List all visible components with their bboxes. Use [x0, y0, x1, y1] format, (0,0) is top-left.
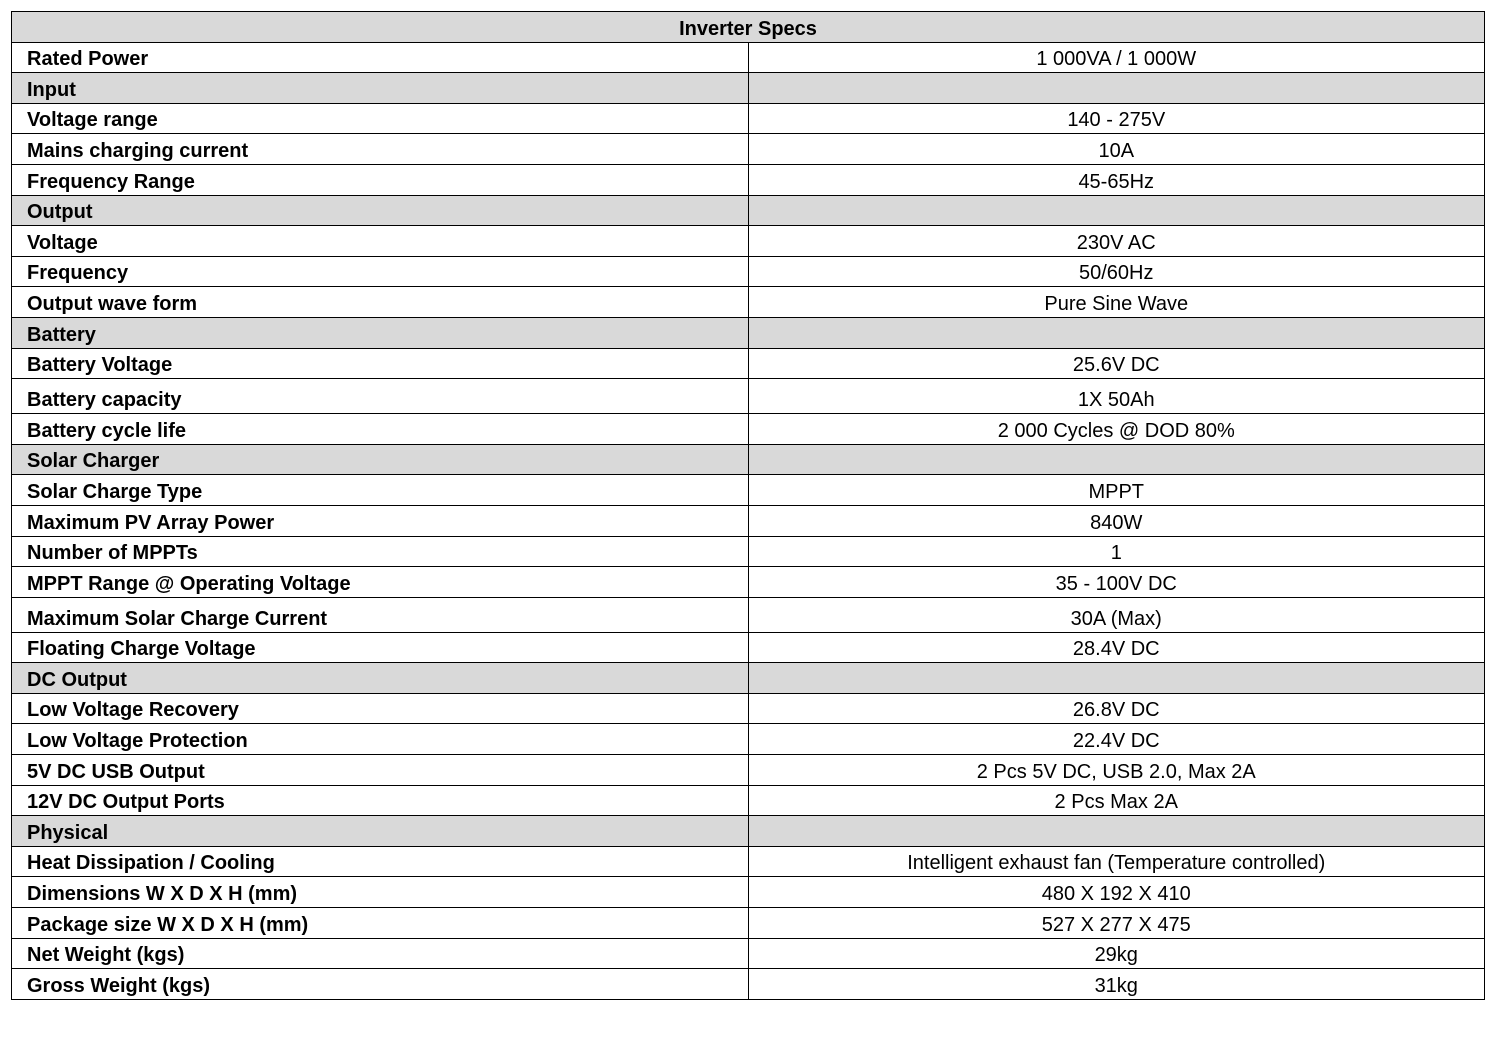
spec-row [12, 755, 1485, 786]
spec-row [12, 256, 1485, 287]
table-title: Inverter Specs [12, 12, 1485, 43]
spec-row [12, 969, 1485, 1000]
spec-value [748, 73, 1485, 104]
spec-value: 26.8V DC [748, 693, 1485, 724]
spec-value [748, 195, 1485, 226]
section-header-row [12, 73, 1485, 104]
spec-row [12, 134, 1485, 165]
spec-row [12, 287, 1485, 318]
spec-row [12, 505, 1485, 536]
table-title-row [12, 12, 1485, 43]
section-header-row [12, 317, 1485, 348]
spec-row [12, 414, 1485, 445]
spec-value [748, 663, 1485, 694]
spec-value: Intelligent exhaust fan (Temperature controlled) [748, 846, 1485, 877]
spec-value: 2 000 Cycles @ DOD 80% [748, 414, 1485, 445]
spec-row [12, 567, 1485, 598]
spec-value: 29kg [748, 938, 1485, 969]
spec-value: 30A (Max) [748, 597, 1485, 632]
section-label: Battery [12, 317, 749, 348]
spec-value: 25.6V DC [748, 348, 1485, 379]
spec-row [12, 597, 1485, 632]
spec-value: Pure Sine Wave [748, 287, 1485, 318]
spec-value: 2 Pcs 5V DC, USB 2.0, Max 2A [748, 755, 1485, 786]
spec-value: 45-65Hz [748, 164, 1485, 195]
spec-row [12, 785, 1485, 816]
section-label: Output [12, 195, 749, 226]
spec-row [12, 908, 1485, 939]
spec-label: Output wave form [12, 287, 749, 318]
spec-value [748, 444, 1485, 475]
spec-label: Low Voltage Recovery [12, 693, 749, 724]
spec-label: Number of MPPTs [12, 536, 749, 567]
spec-value: MPPT [748, 475, 1485, 506]
spec-value: 2 Pcs Max 2A [748, 785, 1485, 816]
spec-value: 1X 50Ah [748, 379, 1485, 414]
inverter-specs-table [11, 11, 1485, 1000]
spec-row [12, 536, 1485, 567]
spec-label: Battery cycle life [12, 414, 749, 445]
spec-value: 31kg [748, 969, 1485, 1000]
spec-row [12, 724, 1485, 755]
spec-value: 50/60Hz [748, 256, 1485, 287]
spec-label: MPPT Range @ Operating Voltage [12, 567, 749, 598]
spec-label: Maximum PV Array Power [12, 505, 749, 536]
spec-value: 527 X 277 X 475 [748, 908, 1485, 939]
spec-row [12, 938, 1485, 969]
section-header-row [12, 444, 1485, 475]
spec-row [12, 42, 1485, 73]
spec-label: Battery Voltage [12, 348, 749, 379]
spec-label: Frequency [12, 256, 749, 287]
spec-row [12, 846, 1485, 877]
spec-label: Heat Dissipation / Cooling [12, 846, 749, 877]
spec-label: Maximum Solar Charge Current [12, 597, 749, 632]
spec-row [12, 693, 1485, 724]
spec-label: Rated Power [12, 42, 749, 73]
section-label: Physical [12, 816, 749, 847]
spec-value [748, 816, 1485, 847]
spec-label: Package size W X D X H (mm) [12, 908, 749, 939]
spec-row [12, 475, 1485, 506]
spec-label: Battery capacity [12, 379, 749, 414]
spec-value: 140 - 275V [748, 103, 1485, 134]
spec-value: 35 - 100V DC [748, 567, 1485, 598]
section-header-row [12, 816, 1485, 847]
section-header-row [12, 195, 1485, 226]
spec-label: Frequency Range [12, 164, 749, 195]
spec-value: 10A [748, 134, 1485, 165]
spec-row [12, 226, 1485, 257]
spec-row [12, 103, 1485, 134]
spec-row [12, 877, 1485, 908]
spec-label: 12V DC Output Ports [12, 785, 749, 816]
spec-value: 22.4V DC [748, 724, 1485, 755]
section-header-row [12, 663, 1485, 694]
spec-label: Voltage range [12, 103, 749, 134]
spec-value: 1 000VA / 1 000W [748, 42, 1485, 73]
spec-row [12, 348, 1485, 379]
spec-row [12, 379, 1485, 414]
spec-value: 28.4V DC [748, 632, 1485, 663]
spec-value [748, 317, 1485, 348]
spec-label: Mains charging current [12, 134, 749, 165]
spec-value: 840W [748, 505, 1485, 536]
spec-label: 5V DC USB Output [12, 755, 749, 786]
spec-label: Solar Charge Type [12, 475, 749, 506]
spec-row [12, 164, 1485, 195]
spec-value: 230V AC [748, 226, 1485, 257]
spec-label: Voltage [12, 226, 749, 257]
section-label: Input [12, 73, 749, 104]
spec-label: Gross Weight (kgs) [12, 969, 749, 1000]
spec-label: Dimensions W X D X H (mm) [12, 877, 749, 908]
section-label: DC Output [12, 663, 749, 694]
spec-row [12, 632, 1485, 663]
spec-value: 480 X 192 X 410 [748, 877, 1485, 908]
section-label: Solar Charger [12, 444, 749, 475]
spec-label: Net Weight (kgs) [12, 938, 749, 969]
spec-label: Floating Charge Voltage [12, 632, 749, 663]
spec-label: Low Voltage Protection [12, 724, 749, 755]
spec-value: 1 [748, 536, 1485, 567]
